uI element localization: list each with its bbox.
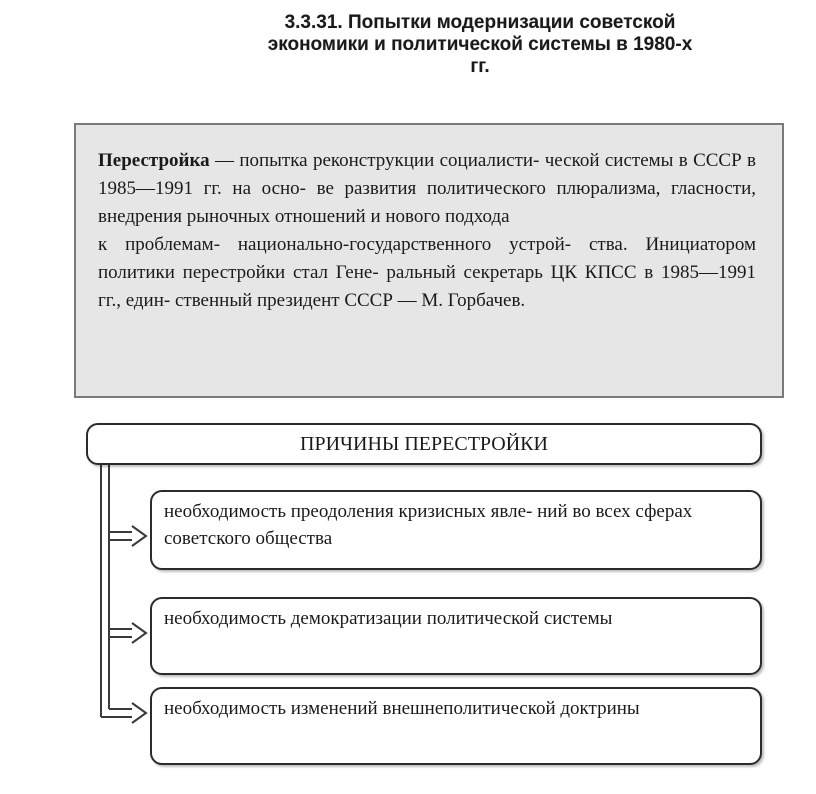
title-line-2: экономики и политической системы в 1980-х: [267, 34, 693, 55]
arrow-to-cause-2: [109, 623, 146, 643]
cause-box-2: необходимость демократизации политической системы: [150, 597, 762, 675]
causes-header: ПРИЧИНЫ ПЕРЕСТРОЙКИ: [86, 423, 762, 465]
definition-text-1: — попытка реконструкции социалисти- ческой системы в СССР в 1985—1991 гг. на осно- ве развития политического плюрализма, гласности, внедрения рыночных отношений и нового подхода: [98, 150, 756, 227]
definition-paragraph-2: к проблемам- национально-государственного устрой- ства. Инициатором политики перестройки стал Гене- ральный секретарь ЦК КПСС в 1985—1991 гг., един- ственный президент СССР — М. Горбачев.: [98, 234, 756, 311]
cause-box-1: необходимость преодоления кризисных явле- ний во всех сферах советского общества: [150, 490, 762, 570]
title-line-1: 3.3.31. Попытки модернизации советской: [284, 12, 676, 33]
cause-box-3: необходимость изменений внешнеполитической доктрины: [150, 687, 762, 765]
arrow-to-cause-1: [109, 526, 146, 546]
definition-term: Перестройка: [98, 150, 210, 171]
title-line-3: гг.: [470, 56, 490, 77]
arrow-to-cause-3: [109, 703, 146, 723]
